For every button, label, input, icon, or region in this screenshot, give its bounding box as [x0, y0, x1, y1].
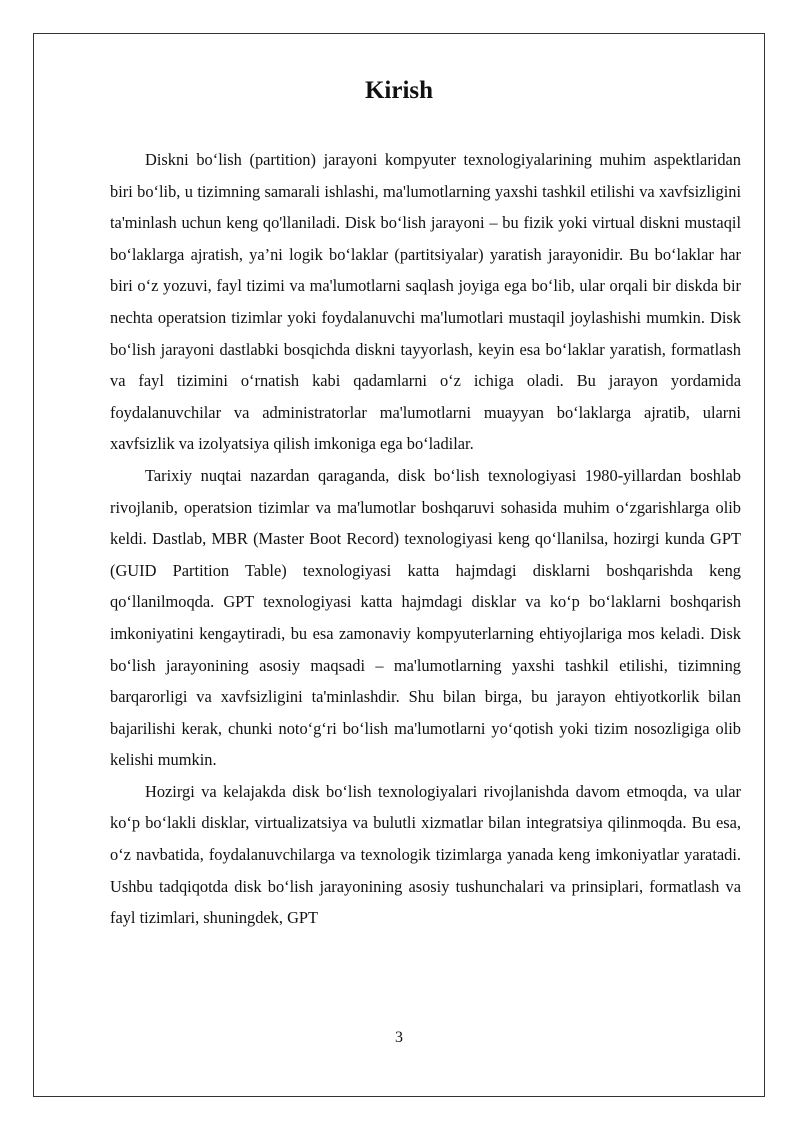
body-text — [110, 144, 741, 934]
paragraph-2: Tarixiy nuqtai nazardan qaraganda, disk bo‘lish texnologiyasi 1980-yillardan boshlab rivojlanib, operatsion tizimlar va ma'lumotlar boshqaruvi sohasida muhim o‘zgarishlarga olib keldi. Dastlab, MBR (Master Boot Record) texnologiyasi keng qo‘llanilsa, hozirgi kunda GPT (GUID Partition Table) texnologiyasi katta hajmdagi disklarni boshqarishda keng qo‘llanilmoqda. GPT texnologiyasi katta hajmdagi disklar va ko‘p bo‘laklarni boshqarish imkoniyatini kengaytiradi, bu esa zamonaviy kompyuterlarning ehtiyojlariga mos keladi. Disk bo‘lish jarayonining asosiy maqsadi – ma'lumotlarning yaxshi tashkil etilishi, tizimning barqarorligi va xavfsizligini ta'minlashdir. Shu bilan birga, bu jarayon ehtiyotkorlik bilan bajarilishi kerak, chunki noto‘g‘ri bo‘lish ma'lumotlarni yo‘qotish yoki tizim nosozligiga olib kelishi mumkin. — [110, 465, 741, 770]
paragraph-3: Hozirgi va kelajakda disk bo‘lish texnologiyalari rivojlanishda davom etmoqda, va ular ko‘p bo‘lakli disklar, virtualizatsiya va bulutli xizmatlar bilan integratsiya qilinmoqda. Bu esa, o‘z navbatida, foydalanuvchilarga va texnologik tizimlarga yanada keng imkoniyatlar yaratadi. Ushbu tadqiqotda disk bo‘lish jarayonining asosiy tushunchalari va prinsiplari, formatlash va fayl tizimlari, shuningdek, GPT — [110, 781, 741, 928]
paragraph-1: Diskni bo‘lish (partition) jarayoni kompyuter texnologiyalarining muhim aspektlaridan biri bo‘lib, u tizimning samarali ishlashi, ma'lumotlarning yaxshi tashkil etilishi va xavfsizligini ta'minlash uchun keng qo'llaniladi. Disk bo‘lish jarayoni – bu fizik yoki virtual diskni mustaqil bo‘laklarga ajratish, ya’ni logik bo‘laklar (partitsiyalar) yaratish jarayonidir. Bu bo‘laklar har biri o‘z yozuvi, fayl tizimi va ma'lumotlarni saqlash joyiga ega bo‘lib, ular orqali bir diskda bir nechta operatsion tizimlar yoki foydalanuvchi ma'lumotlari mustaqil joylashishi mumkin. Disk bo‘lish jarayoni dastlabki bosqichda diskni tayyorlash, keyin esa bo‘laklar yaratish, formatlash va fayl tizimini o‘rnatish kabi qadamlarni o‘z ichiga oladi. Bu jarayon yordamida foydalanuvchilar va administratorlar ma'lumotlarni muayyan bo‘laklarga ajratib, ularni xavfsizlik va izolyatsiya qilish imkoniga ega bo‘ladilar. — [110, 150, 741, 454]
section-title: Kirish — [364, 77, 434, 104]
page-number: 3 — [395, 1029, 403, 1046]
